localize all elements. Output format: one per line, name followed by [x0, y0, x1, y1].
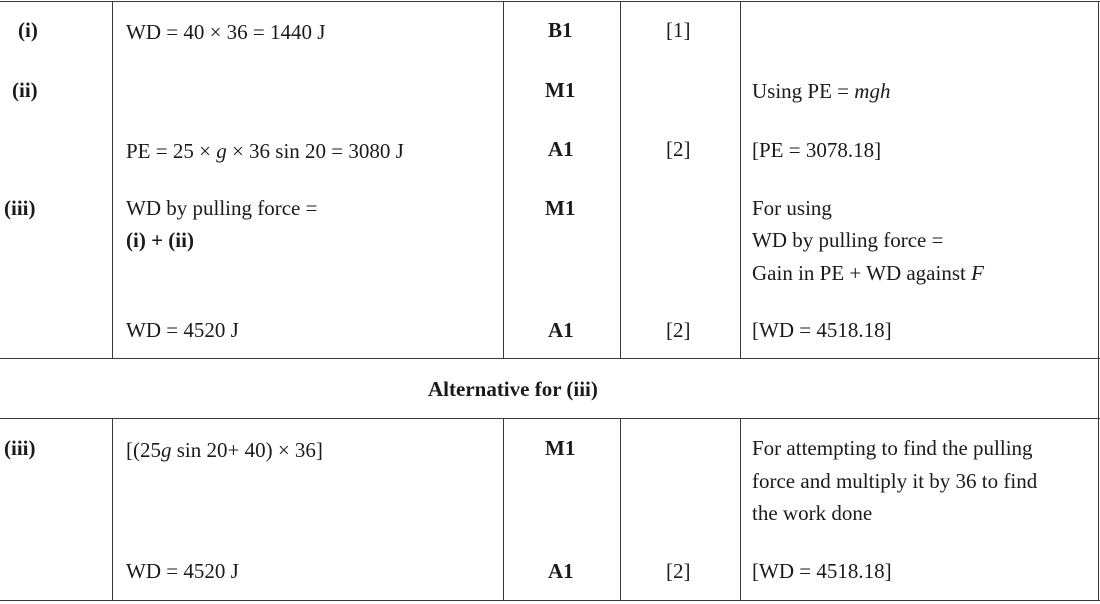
column-divider [112, 418, 113, 601]
mark-cell: A1 [548, 559, 574, 583]
working-text: PE = 25 × [126, 139, 217, 163]
guidance-cell: WD by pulling force = [752, 228, 944, 252]
mark-cell: A1 [548, 137, 574, 161]
guidance-cell: [PE = 3078.18] [752, 138, 882, 162]
working-italic: g [216, 139, 227, 163]
working-cell: WD = 4520 J [126, 318, 239, 342]
total-cell: [2] [666, 318, 691, 342]
mark-cell: A1 [548, 318, 574, 342]
table-border-right [1098, 1, 1099, 601]
column-divider [740, 418, 741, 601]
working-cell: WD = 40 × 36 = 1440 J [126, 20, 326, 44]
working-cell: (i) + (ii) [126, 228, 194, 252]
guidance-cell: For attempting to find the pulling [752, 436, 1033, 460]
guidance-italic: F [971, 261, 984, 285]
table-border-top [0, 1, 1100, 2]
working-cell: WD by pulling force = [126, 196, 318, 220]
mark-cell: B1 [548, 18, 573, 42]
part-label: (ii) [12, 78, 38, 102]
guidance-cell: [WD = 4518.18] [752, 559, 892, 583]
working-italic: g [161, 438, 172, 462]
guidance-cell [752, 75, 890, 107]
working-cell: WD = 4520 J [126, 559, 239, 583]
column-divider [503, 418, 504, 601]
table-row-divider [0, 358, 1100, 359]
mark-cell: M1 [545, 78, 576, 102]
table-border-bottom [0, 600, 1100, 601]
guidance-text: Gain in PE + WD against [752, 261, 972, 285]
column-divider [620, 418, 621, 601]
column-divider [503, 1, 504, 359]
mark-cell: M1 [545, 196, 576, 220]
total-cell: [2] [666, 137, 691, 161]
column-divider [620, 1, 621, 359]
guidance-cell: force and multiply it by 36 to find [752, 469, 1038, 493]
mark-cell: M1 [545, 436, 576, 460]
working-cell [126, 135, 404, 167]
part-label: (iii) [4, 436, 36, 460]
alternative-heading: Alternative for (iii) [428, 377, 598, 401]
working-cell [126, 434, 323, 466]
working-text: sin 20+ 40) × 36] [171, 438, 323, 462]
part-label: (iii) [4, 196, 36, 220]
total-cell: [2] [666, 559, 691, 583]
part-label: (i) [18, 18, 38, 42]
guidance-cell: the work done [752, 501, 873, 525]
guidance-cell: For using [752, 196, 832, 220]
guidance-cell: [WD = 4518.18] [752, 318, 892, 342]
working-text: × 36 sin 20 = 3080 J [226, 139, 404, 163]
table-row-divider [0, 418, 1100, 419]
guidance-italic: mgh [854, 79, 891, 103]
total-cell: [1] [666, 18, 691, 42]
working-text: [(25 [126, 438, 161, 462]
guidance-text: Using PE = [752, 79, 855, 103]
guidance-cell [752, 257, 984, 289]
column-divider [112, 1, 113, 359]
column-divider [740, 1, 741, 359]
